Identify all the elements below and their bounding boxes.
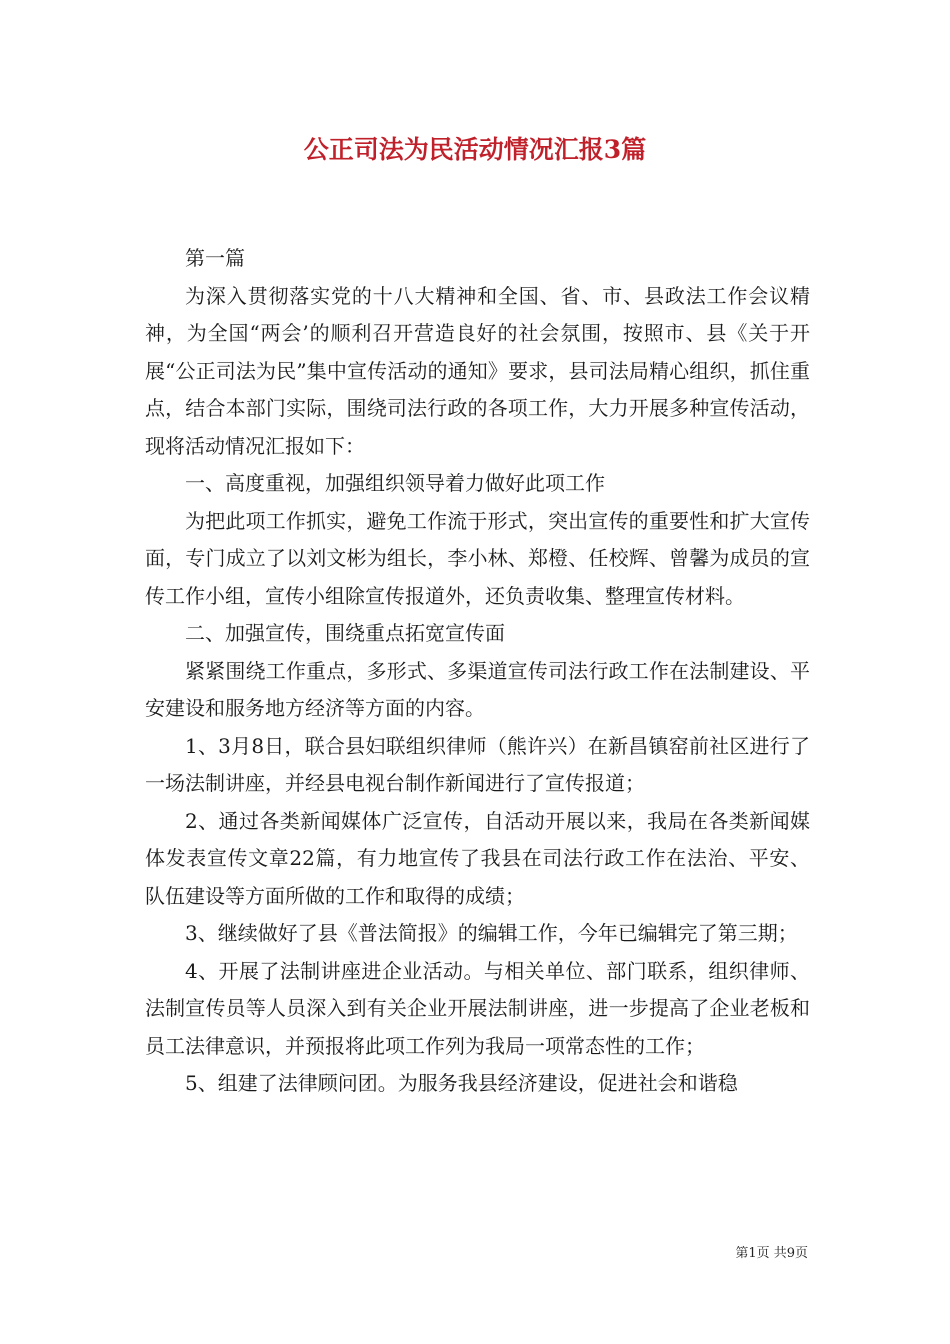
- list-item-4: 4、开展了法制讲座进企业活动。与相关单位、部门联系，组织律师、法制宣传员等人员深入到有关企业开展法制讲座，进一步提高了企业老板和员工法律意识，并预报将此项工作列为我局一项常态性的工作；: [145, 958, 810, 1058]
- list-item-5: 5、组建了法律顾问团。为服务我县经济建设，促进社会和谐稳: [185, 1071, 738, 1095]
- section-heading-first: 第一篇: [185, 246, 245, 270]
- list-item-3: 3、继续做好了县《普法简报》的编辑工作，今年已编辑完了第三期；: [185, 921, 798, 945]
- document-body: [145, 240, 810, 1103]
- paragraph-intro: 为深入贯彻落实党的十八大精神和全国、省、市、县政法工作会议精神，为全国“两会’的顺利召开营造良好的社会氛围，按照市、县《关于开展“公正司法为民”集中宣传活动的通知》要求，县司法局精心组织，抓住重点，结合本部门实际，围绕司法行政的各项工作，大力开展多种宣传活动，现将活动情况汇报如下：: [145, 283, 810, 458]
- list-item-1: 1、3月8日，联合县妇联组织律师（熊许兴）在新昌镇窑前社区进行了一场法制讲座，并经县电视台制作新闻进行了宣传报道；: [145, 733, 810, 795]
- paragraph-focus: 紧紧围绕工作重点，多形式、多渠道宣传司法行政工作在法制建设、平安建设和服务地方经济等方面的内容。: [145, 658, 810, 720]
- page-number: 第1页 共9页: [735, 1246, 808, 1261]
- list-item-2: 2、通过各类新闻媒体广泛宣传，自活动开展以来，我局在各类新闻媒体发表宣传文章22篇，有力地宣传了我县在司法行政工作在法治、平安、队伍建设等方面所做的工作和取得的成绩；: [145, 808, 810, 908]
- document-title: 公正司法为民活动情况汇报3篇: [303, 135, 647, 164]
- section-heading-one: 一、高度重视，加强组织领导着力做好此项工作: [185, 471, 605, 495]
- paragraph-organization: 为把此项工作抓实，避免工作流于形式，突出宣传的重要性和扩大宣传面，专门成立了以刘文彬为组长，李小林、郑橙、任校辉、曾馨为成员的宣传工作小组，宣传小组除宣传报道外，还负责收集、整理宣传材料。: [145, 508, 810, 608]
- section-heading-two: 二、加强宣传，围绕重点拓宽宣传面: [185, 621, 505, 645]
